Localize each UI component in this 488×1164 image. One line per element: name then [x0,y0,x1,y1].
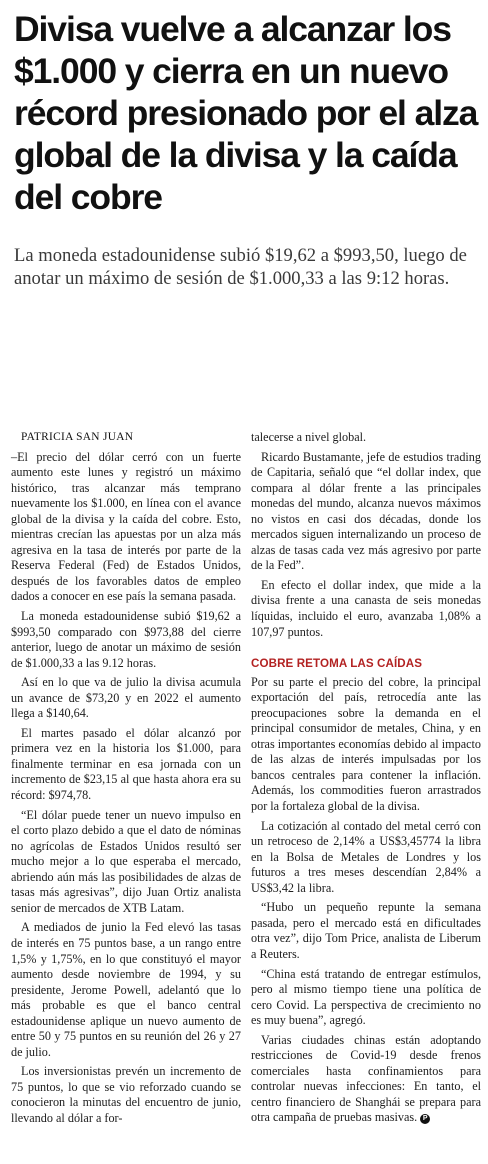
body-paragraph: –El precio del dólar cerró con un fuerte aumento este lunes y registró un máximo histórico, tras alcanzar más temprano nuevamente los $1.000, en línea con el avance global de la divisa y la caída del cobre. Esto, mientras crecían las apuestas por un alza más agresiva en la tasa de interés por parte de la Reserva Federal (Fed) de Estados Unidos, después de los favorables datos de empleo dados a conocer en ese país la semana pasada. [11,449,241,604]
body-paragraph: A mediados de junio la Fed elevó las tasas de interés en 75 puntos base, a un rango entre 1,5% y 1,75%, en lo que constituyó el mayor aumento desde noviembre de 1994, y su presidente, Jerome Powell, adelantó que lo más probable es que el banco central estadounidense aplique un nuevo aumento de entre 50 y 75 puntos en su reunión del 26 y 27 de julio. [11,920,241,1059]
body-paragraph-last [251,1033,481,1126]
article-column-left [11,430,241,1131]
body-paragraph: El martes pasado el dólar alcanzó por primera vez en la historia los $1.000, para finalmente terminar en esa jornada con un incremento de $23,15 al que hasta ahora era su récord: $974,78. [11,725,241,803]
deck-subtitle: La moneda estadounidense subió $19,62 a $993,50, luego de anotar un máximo de sesión de $1.000,33 a las 9:12 horas. [14,245,467,289]
body-paragraph: “El dólar puede tener un nuevo impulso en el corto plazo debido a que el dato de nóminas no agrícolas de Estados Unidos resultó ser mucho mejor a lo que esperaba el mercado, abriendo aún más las posibilidades de alzas de tasas más agresivas”, dijo Juan Ortiz analista senior de mercados de XTB Latam. [11,807,241,915]
body-text: Varias ciudades chinas están adoptando restricciones de Covid-19 desde frenos comerciales hasta confinamientos para controlar nuevas infecciones: En tanto, el centro financiero de Shanghái se prepara para otra campaña de pruebas masivas. [251,1032,481,1125]
headline: Divisa vuelve a alcanzar los $1.000 y cierra en un nuevo récord presionado por el alza global de la divisa y la caída del cobre [14,9,478,217]
body-paragraph: Por su parte el precio del cobre, la principal exportación del país, retrocedía ante las preocupaciones sobre la demanda en el principal consumidor de metales, China, y en otras importantes economías debido al impacto de las alzas de interés impulsadas por los bancos centrales para contener la inflación. Además, los commodities fueron arrastrados por la fortaleza global de la divisa. [251,674,481,814]
body-paragraph: Ricardo Bustamante, jefe de estudios trading de Capitaria, señaló que “el dollar index, que compara al dólar frente a las principales monedas del mundo, alcanza nuevos máximos no vistos en casi dos décadas, donde los mercados siguen internalizando un proceso de alzas de tasas cada vez más agresivo por parte de la Fed”. [251,449,481,573]
body-paragraph: La cotización al contado del metal cerró con un retroceso de 2,14% a US$3,45774 la libra en la Bolsa de Metales de Londres y los futuros a tres meses descendían 2,84% a US$3,42 la libra. [251,818,481,895]
end-mark-icon: P [420,1114,430,1124]
article-column-right [251,430,481,1130]
body-paragraph: Así en lo que va de julio la divisa acumula un avance de $73,20 y en 2022 el aumento llega a $140,64. [11,675,241,721]
body-paragraph: La moneda estadounidense subió $19,62 a $993,50 comparado con $973,88 del cierre anterior, luego de anotar un máximo de sesión de $1.000,33 a las 9.12 horas. [11,609,241,670]
body-paragraph: “Hubo un pequeño repunte la semana pasada, pero el mercado está en dificultades otra vez”, dijo Tom Price, analista de Liberum a Reuters. [251,900,481,961]
byline: PATRICIA SAN JUAN [21,431,134,443]
body-paragraph: “China está tratando de entregar estímulos, pero al mismo tiempo tiene una política de cero Covid. La perspectiva de crecimiento no es muy buena”, agregó. [251,966,481,1028]
section-subhead: COBRE RETOMA LAS CAÍDAS [251,657,423,671]
body-paragraph: En efecto el dollar index, que mide a la divisa frente a una canasta de seis monedas líquidas, incluido el euro, avanzaba 1,08% a 107,97 puntos. [251,577,481,639]
body-paragraph: Los inversionistas prevén un incremento de 75 puntos, lo que se vio reforzado cuando se conocieron la minutas del encuentro de junio, llevando al dólar a for- [11,1064,241,1125]
body-paragraph: talecerse a nivel global. [251,430,367,444]
